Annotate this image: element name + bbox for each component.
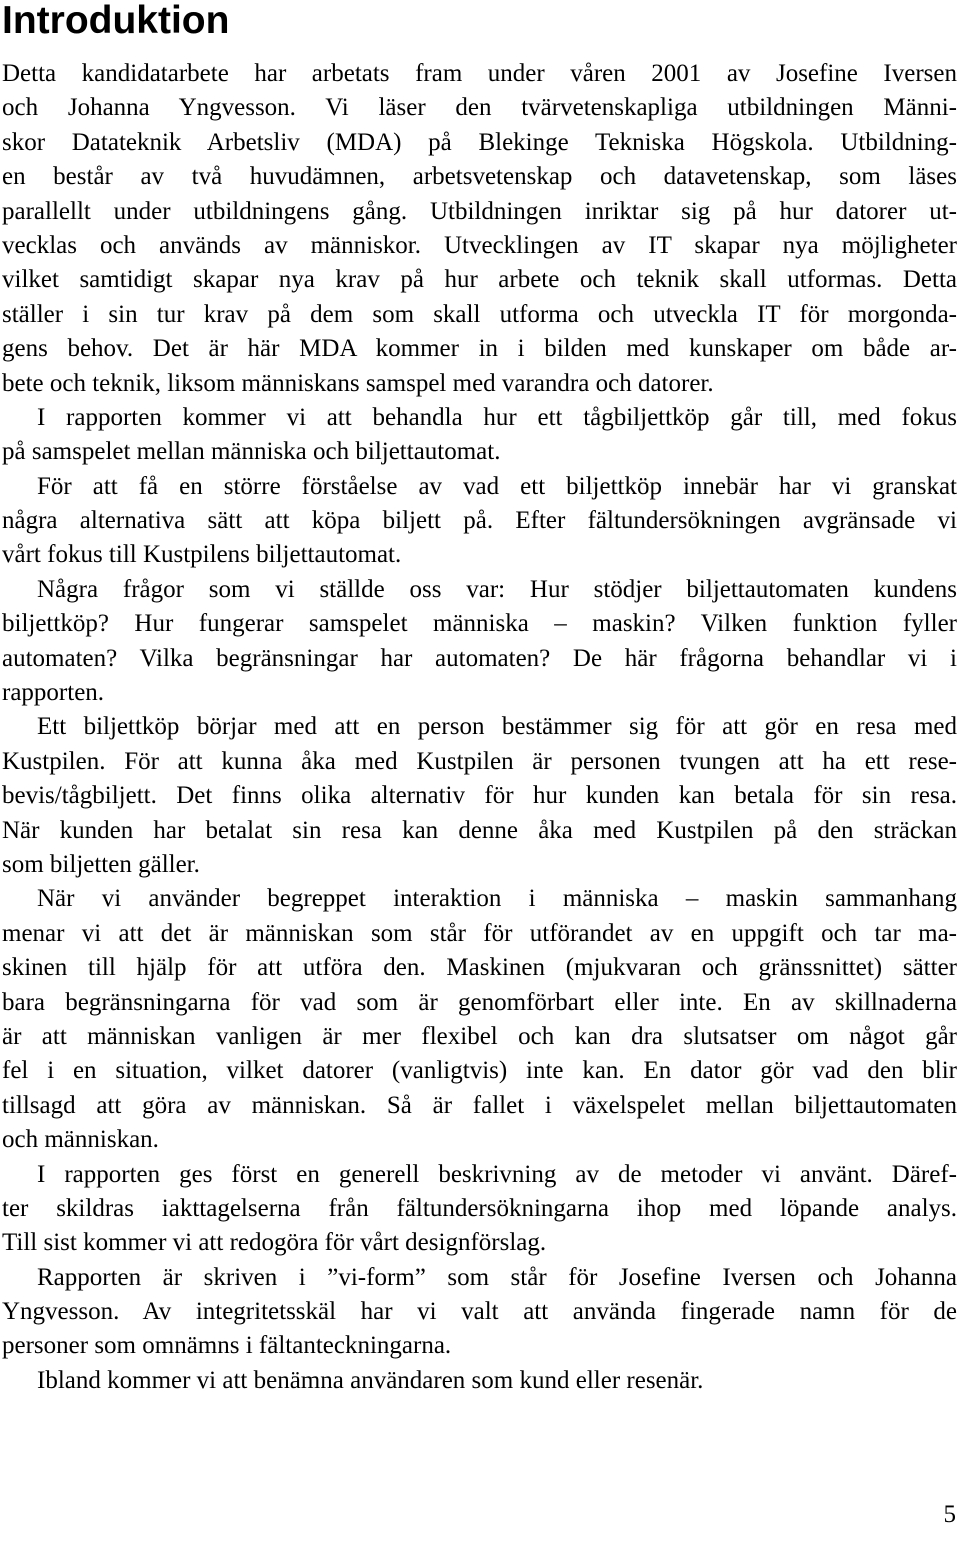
paragraph (2, 710, 957, 882)
text-line: rapporten. (2, 679, 105, 707)
text-line: När vi använder begreppet interaktion i människa – maskin sammanhang (37, 885, 957, 913)
paragraph (2, 573, 957, 711)
text-line: skor Datateknik Arbetsliv (MDA) på Blekinge Tekniska Högskola. Utbildning- (2, 128, 957, 156)
paragraph (2, 1261, 957, 1364)
text-line: som biljetten gäller. (2, 850, 200, 878)
text-line: Detta kandidatarbete har arbetats fram under våren 2001 av Josefine Iversen (2, 60, 957, 87)
text-line: bete och teknik, liksom människans samspel med varandra och datorer. (2, 369, 714, 397)
text-line: vilket samtidigt skapar nya krav på hur arbete och teknik skall utformas. Detta (2, 266, 957, 294)
text-line: Ett biljettköp börjar med att en person bestämmer sig för att gör en resa med (37, 713, 957, 741)
paragraph (2, 1158, 957, 1261)
text-line: När kunden har betalat sin resa kan denne åka med Kustpilen på den sträckan (2, 816, 957, 844)
text-line: Rapporten är skriven i ”vi-form” som står för Josefine Iversen och Johanna (37, 1263, 957, 1291)
text-line: vårt fokus till Kustpilens biljettautomat. (2, 541, 402, 569)
text-line: Ibland kommer vi att benämna användaren som kund eller resenär. (37, 1366, 704, 1394)
text-line: vecklas och används av människor. Utvecklingen av IT skapar nya möjligheter (2, 231, 957, 259)
text-line: ställer i sin tur krav på dem som skall utforma och utveckla IT för morgonda- (2, 300, 957, 328)
text-line: skinen till hjälp för att utföra den. Maskinen (mjukvaran och gränssnittet) sätter (2, 954, 957, 982)
paragraph (2, 1364, 957, 1398)
text-line: bevis/tågbiljett. Det finns olika alternativ för hur kunden kan betala för sin resa. (2, 782, 957, 810)
text-line: några alternativa sätt att köpa biljett på. Efter fältundersökningen avgränsade vi (2, 507, 957, 535)
text-line: automaten? Vilka begränsningar har automaten? De här frågorna behandlar vi i (2, 644, 957, 672)
text-line: ter skildras iakttagelserna från fältundersökningarna ihop med löpande analys. (2, 1194, 957, 1222)
text-line: är att människan vanligen är mer flexibel och kan dra slutsatser om något går (2, 1022, 957, 1050)
text-line: I rapporten kommer vi att behandla hur ett tågbiljettköp går till, med fokus (37, 403, 957, 431)
text-line: och människan. (2, 1126, 159, 1154)
text-line: För att få en större förståelse av vad ett biljettköp innebär har vi granskat (37, 472, 957, 500)
text-line: en består av två huvudämnen, arbetsvetenskap och datavetenskap, som läses (2, 163, 957, 191)
text-line: på samspelet mellan människa och biljettautomat. (2, 438, 501, 466)
section-heading: Introduktion (2, 0, 230, 42)
text-line: I rapporten ges först en generell beskrivning av de metoder vi använt. Däref- (37, 1160, 957, 1188)
text-line: menar vi att det är människan som står för utförandet av en uppgift och tar ma- (2, 919, 957, 947)
text-line: fel i en situation, vilket datorer (vanligtvis) inte kan. En dator gör vad den blir (2, 1057, 957, 1085)
text-line: Yngvesson. Av integritetsskäl har vi valt att använda fingerade namn för de (2, 1298, 957, 1326)
text-line: Till sist kommer vi att redogöra för vårt designförslag. (2, 1229, 547, 1257)
text-line: Några frågor som vi ställde oss var: Hur stödjer biljettautomaten kundens (37, 575, 957, 603)
paragraph (2, 57, 957, 401)
text-line: biljettköp? Hur fungerar samspelet människa – maskin? Vilken funktion fyller (2, 610, 957, 638)
text-line: tillsagd att göra av människan. Så är fallet i växelspelet mellan biljettautomaten (2, 1091, 957, 1119)
body-text (2, 57, 957, 1398)
text-line: Kustpilen. För att kunna åka med Kustpilen är personen tvungen att ha ett rese- (2, 747, 957, 775)
paragraph (2, 470, 957, 573)
text-line: gens behov. Det är här MDA kommer in i bilden med kunskaper om både ar- (2, 335, 957, 363)
paragraph (2, 882, 957, 1157)
text-line: och Johanna Yngvesson. Vi läser den tvärvetenskapliga utbildningen Männi- (2, 94, 957, 122)
text-line: personer som omnämns i fältanteckningarna. (2, 1332, 452, 1360)
paragraph (2, 401, 957, 470)
text-line: bara begränsningarna för vad som är genomförbart eller inte. En av skillnaderna (2, 988, 957, 1016)
text-line: parallellt under utbildningens gång. Utbildningen inriktar sig på hur datorer ut- (2, 197, 957, 225)
page-number: 5 (943, 1501, 956, 1528)
